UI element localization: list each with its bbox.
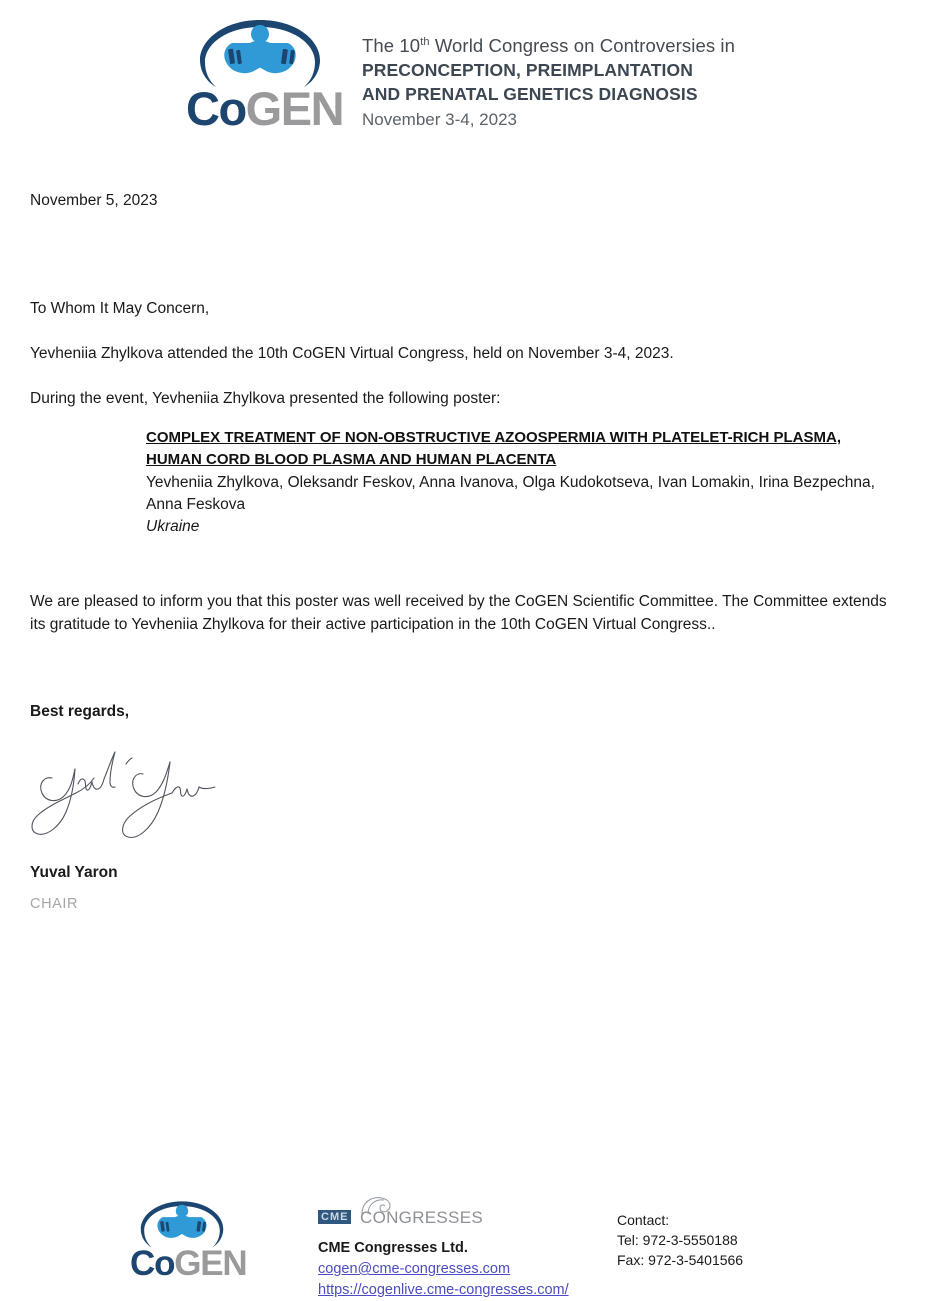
congress-title-ordinal: th — [420, 36, 430, 48]
cogen-wordmark-o: o — [218, 82, 246, 135]
footer-cogen-logo — [130, 1198, 247, 1292]
cme-congresses-block — [318, 1198, 588, 1301]
poster-details-block — [146, 427, 898, 538]
congress-title-block — [362, 30, 782, 132]
closing-paragraph: We are pleased to inform you that this poster was well received by the CoGEN Scientific Committee. The Committee extends its gratitude to Yevheniia Zhylkova for their active participation in the 10th CoGEN Virtual Congress.. — [30, 593, 887, 633]
signer-name: Yuval Yaron — [30, 864, 118, 881]
congress-subject-line2: AND PRENATAL GENETICS DIAGNOSIS — [362, 84, 698, 105]
footer-cogen-wordmark — [130, 1244, 247, 1284]
contact-fax: Fax: 972-3-5401566 — [617, 1252, 744, 1268]
letter-header — [0, 0, 934, 150]
signer-role: CHAIR — [30, 896, 79, 912]
footer-cogen-emblem-icon — [138, 1198, 226, 1250]
attendance-paragraph: Yevheniia Zhylkova attended the 10th CoGEN Virtual Congress, held on November 3-4, 2023. — [30, 345, 674, 362]
congress-title-suffix: World Congress on Controversies in — [429, 35, 736, 57]
poster-title-line1: COMPLEX TREATMENT OF NON-OBSTRUCTIVE AZOOSPERMIA WITH PLATELET-RICH PLASMA, — [146, 429, 841, 446]
footer-wordmark-co: C — [130, 1244, 155, 1283]
congress-dates: November 3-4, 2023 — [362, 110, 517, 130]
cme-email-link[interactable]: cogen@cme-congresses.com — [318, 1261, 511, 1277]
letter-date: November 5, 2023 — [30, 192, 158, 209]
presentation-intro-paragraph: During the event, Yevheniia Zhylkova presented the following poster: — [30, 390, 501, 407]
contact-block — [617, 1210, 837, 1270]
cogen-emblem-icon — [196, 16, 324, 90]
sign-off: Best regards, — [30, 703, 130, 720]
cogen-logo — [186, 16, 344, 140]
salutation: To Whom It May Concern, — [30, 300, 210, 317]
cme-wordmark: CONGRESSES — [360, 1208, 483, 1227]
cme-company-name: CME Congresses Ltd. — [318, 1240, 468, 1256]
poster-authors: Yevheniia Zhylkova, Oleksandr Feskov, Anna Ivanova, Olga Kudokotseva, Ivan Lomakin, Irina Bezpechna, Anna Feskova — [146, 474, 875, 513]
poster-country: Ukraine — [146, 518, 200, 535]
cogen-wordmark-co: C — [186, 82, 219, 135]
cme-website-link[interactable]: https://cogenlive.cme-congresses.com/ — [318, 1282, 569, 1298]
contact-telephone: Tel: 972-3-5550188 — [617, 1232, 738, 1248]
cogen-wordmark-gen: GEN — [245, 82, 344, 135]
poster-title-line2: HUMAN CORD BLOOD PLASMA AND HUMAN PLACENTA — [146, 451, 557, 468]
cme-badge: CME — [318, 1210, 351, 1224]
cogen-wordmark — [186, 82, 344, 135]
congress-title-line1 — [362, 30, 782, 58]
congress-subject-line1: PRECONCEPTION, PREIMPLANTATION — [362, 60, 693, 81]
signature-image — [22, 736, 242, 856]
footer-wordmark-gen: GEN — [174, 1244, 247, 1283]
cme-congresses-logo — [318, 1198, 518, 1232]
footer-wordmark-o: o — [154, 1244, 175, 1283]
contact-label: Contact: — [617, 1212, 670, 1228]
congress-title-prefix: The 10 — [362, 35, 421, 57]
